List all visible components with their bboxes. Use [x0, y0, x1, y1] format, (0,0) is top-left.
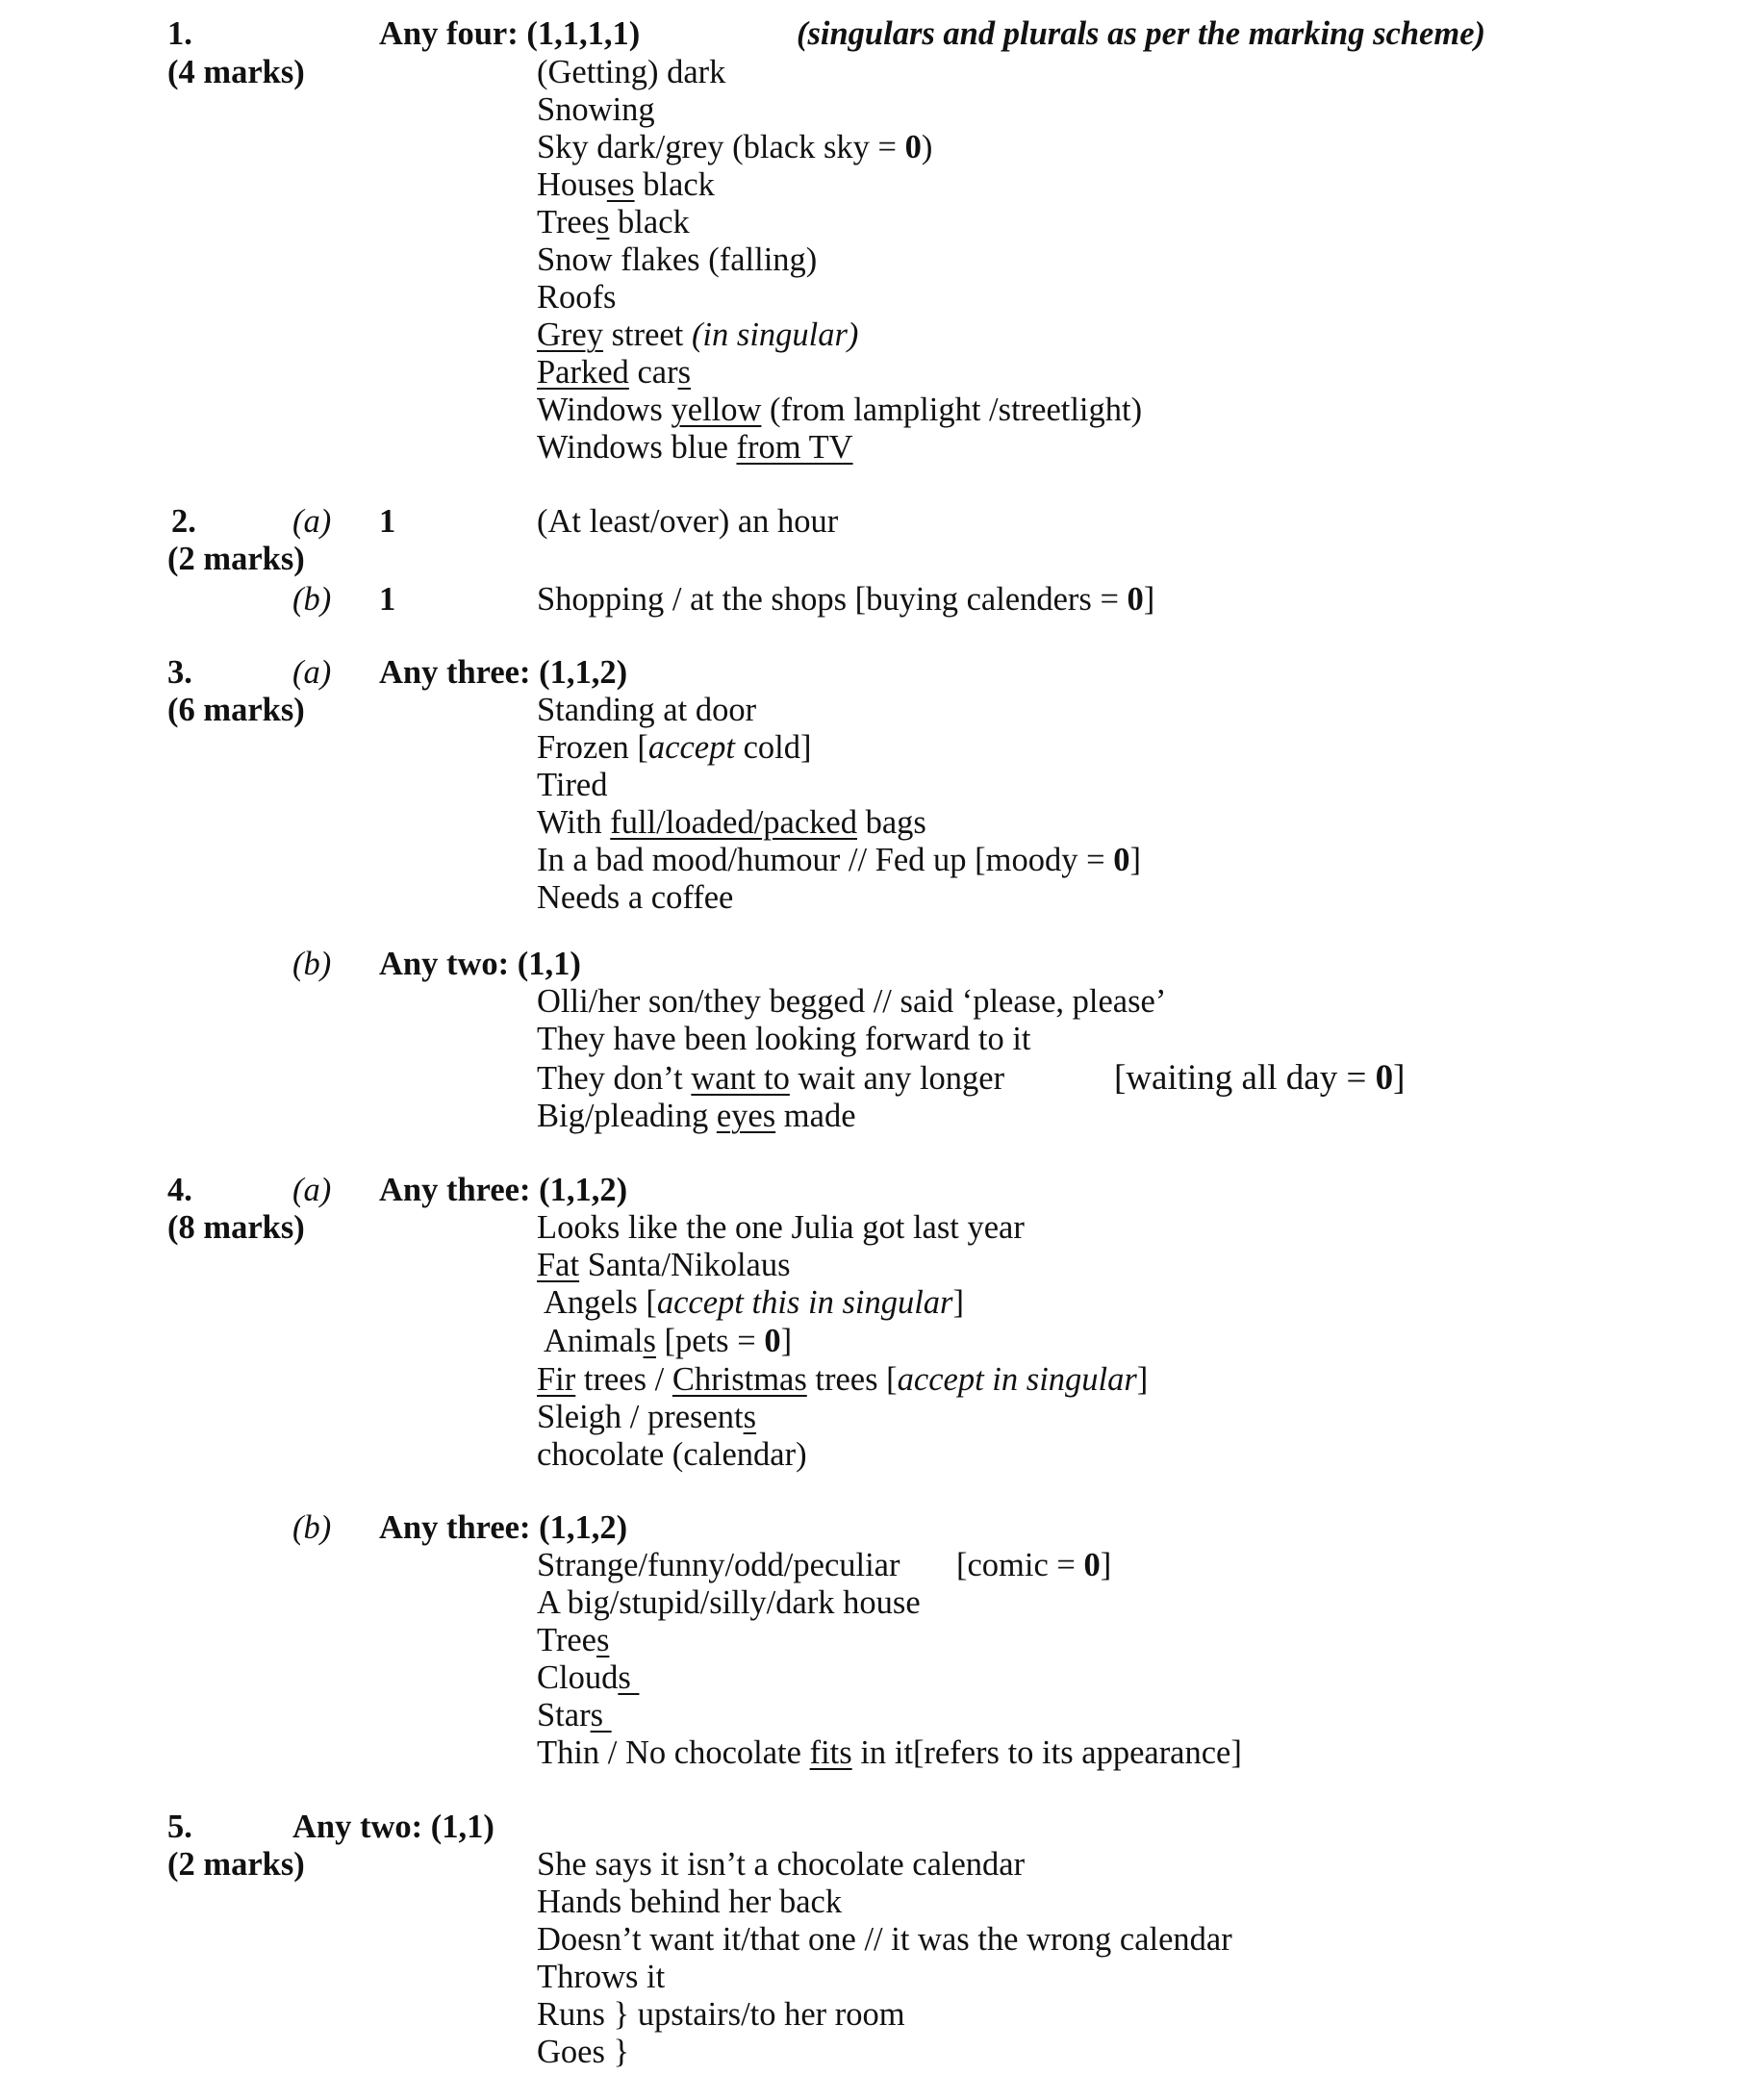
q3-part-b-header: Any two: (1,1): [379, 946, 581, 982]
q2-part-b-score: 1: [379, 581, 396, 618]
q5-header: Any two: (1,1): [292, 1809, 494, 1845]
q4a-answer-1: Looks like the one Julia got last year: [537, 1209, 1025, 1246]
q4b-answer-2: A big/stupid/silly/dark house: [537, 1584, 921, 1621]
q4a-answer-7: chocolate (calendar): [537, 1436, 807, 1473]
q3b-answer-2: They have been looking forward to it: [537, 1021, 1031, 1057]
q4b-answer-1: Strange/funny/odd/peculiar: [537, 1547, 900, 1583]
q4a-answer-5: Fir trees / Christmas trees [accept in singular]: [537, 1361, 1149, 1398]
q1-answer-2: Snowing: [537, 91, 655, 128]
q1-answer-6: Snow flakes (falling): [537, 241, 818, 278]
q1-header: Any four: (1,1,1,1): [379, 15, 641, 52]
q4b-answer-4: Clouds: [537, 1659, 640, 1696]
q4b-answer-3: Trees: [537, 1622, 610, 1658]
q1-answer-5: Trees black: [537, 204, 690, 240]
q2-part-b-label: (b): [292, 581, 332, 618]
q5-answer-6: Goes }: [537, 2034, 630, 2070]
q4a-answer-2: Fat Santa/Nikolaus: [537, 1247, 791, 1283]
q3-part-b-label: (b): [292, 946, 332, 982]
q3-part-a-label: (a): [292, 654, 332, 691]
q4b-answer-5: Stars: [537, 1697, 612, 1733]
q1-answer-4: Houses black: [537, 166, 715, 203]
q4-number: 4.: [167, 1172, 192, 1208]
q3-marks: (6 marks): [167, 692, 305, 728]
q3-number: 3.: [167, 654, 192, 691]
q5-answer-2: Hands behind her back: [537, 1884, 843, 1920]
q5-answer-1: She says it isn’t a chocolate calendar: [537, 1846, 1026, 1883]
q4-part-b-header: Any three: (1,1,2): [379, 1509, 628, 1546]
q4b-answer-1-note: [comic = 0]: [956, 1547, 1112, 1583]
q3a-answer-2: Frozen [accept cold]: [537, 729, 812, 766]
q1-answer-11: Windows blue from TV: [537, 429, 853, 466]
q3a-answer-4: With full/loaded/packed bags: [537, 804, 926, 841]
q4a-answer-3: Angels [accept this in singular]: [544, 1284, 964, 1321]
q1-answer-10: Windows yellow (from lamplight /streetlight): [537, 392, 1143, 428]
q4a-answer-6: Sleigh / presents: [537, 1399, 757, 1435]
q5-answer-4: Throws it: [537, 1959, 666, 1995]
q3a-answer-3: Tired: [537, 767, 608, 803]
q1-answer-8: Grey street (in singular): [537, 316, 859, 353]
q1-answer-3: Sky dark/grey (black sky = 0): [537, 129, 933, 165]
q3b-answer-1: Olli/her son/they begged // said ‘please, please’: [537, 983, 1167, 1020]
q1-note: (singulars and plurals as per the marking scheme): [797, 15, 1485, 52]
q3-part-a-header: Any three: (1,1,2): [379, 654, 628, 691]
q2-part-a-label: (a): [292, 503, 332, 540]
q1-answer-1: (Getting) dark: [537, 54, 726, 90]
q2-part-a-score: 1: [379, 503, 396, 540]
q5-answer-3: Doesn’t want it/that one // it was the wrong calendar: [537, 1921, 1232, 1958]
q5-marks: (2 marks): [167, 1846, 305, 1883]
q5-number: 5.: [167, 1809, 192, 1845]
q1-answer-7: Roofs: [537, 279, 617, 316]
q1-answer-9: Parked cars: [537, 354, 691, 391]
q3a-answer-5: In a bad mood/humour // Fed up [moody = 0]: [537, 842, 1141, 878]
q4a-answer-4: Animals [pets = 0]: [544, 1323, 793, 1359]
q3b-answer-3: They don’t want to wait any longer: [537, 1060, 1005, 1097]
q2-part-b-answer: Shopping / at the shops [buying calenders = 0]: [537, 581, 1155, 618]
q3a-answer-1: Standing at door: [537, 692, 757, 728]
q2-marks: (2 marks): [167, 541, 305, 577]
q2-part-a-answer: (At least/over) an hour: [537, 503, 839, 540]
q5-answer-5: Runs } upstairs/to her room: [537, 1996, 905, 2033]
q2-number: 2.: [171, 503, 196, 540]
q3b-answer-3-note: [waiting all day = 0]: [1114, 1058, 1406, 1098]
q4b-answer-6: Thin / No chocolate fits in it[refers to its appearance]: [537, 1734, 1242, 1771]
q4-part-a-label: (a): [292, 1172, 332, 1208]
q4-part-a-header: Any three: (1,1,2): [379, 1172, 628, 1208]
q1-marks: (4 marks): [167, 54, 305, 90]
q3b-answer-4: Big/pleading eyes made: [537, 1098, 856, 1134]
q3a-answer-6: Needs a coffee: [537, 879, 734, 916]
q4-part-b-label: (b): [292, 1509, 332, 1546]
q1-number: 1.: [167, 15, 192, 52]
q4-marks: (8 marks): [167, 1209, 305, 1246]
